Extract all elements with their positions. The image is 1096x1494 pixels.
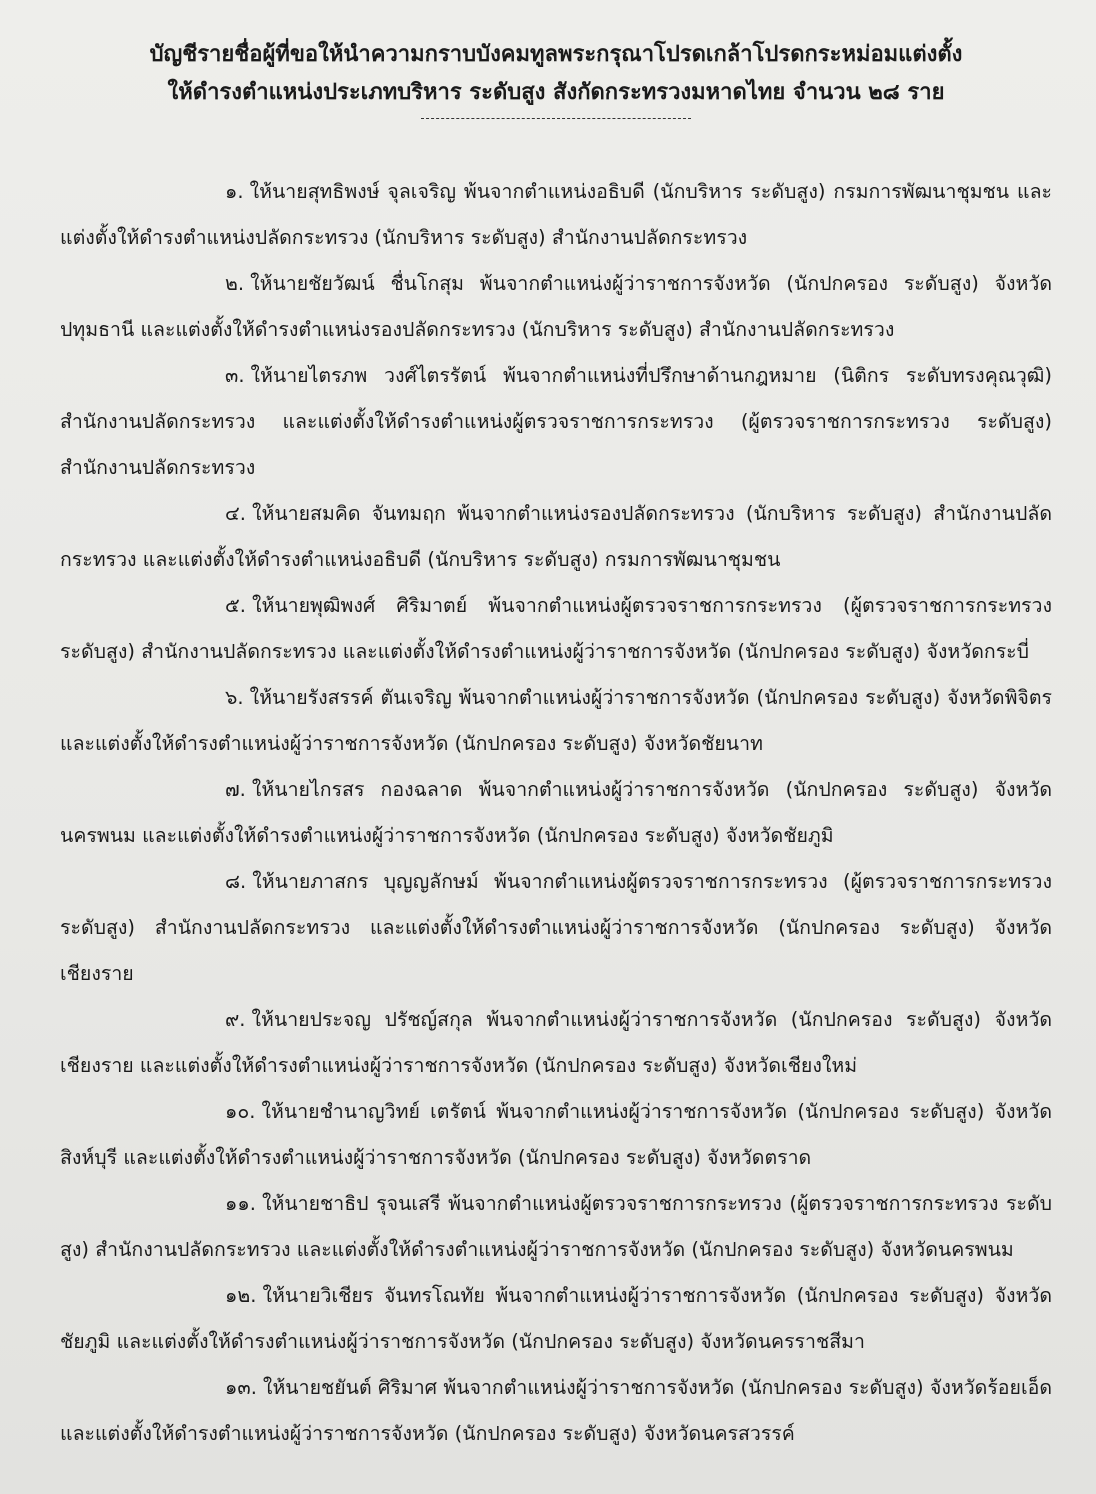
appointment-item <box>60 261 1052 353</box>
title-divider <box>421 118 691 119</box>
appointment-item <box>60 767 1052 859</box>
item-number: ๗. <box>225 778 246 801</box>
item-number: ๑๓. <box>225 1376 257 1399</box>
item-number: ๒. <box>225 272 245 295</box>
item-text: ให้นายวิเชียร จันทรโณทัย พ้นจากตำแหน่งผู้ว่าราชการจังหวัด (นักปกครอง ระดับสูง) จังหวัดชัยภูมิ และแต่งตั้งให้ดำรงตำแหน่งผู้ว่าราชการจังหวัด (นักปกครอง ระดับสูง) จังหวัดนครราชสีมา <box>60 1284 1052 1353</box>
item-text: ให้นายชำนาญวิทย์ เตรัตน์ พ้นจากตำแหน่งผู้ว่าราชการจังหวัด (นักปกครอง ระดับสูง) จังหวัดสิงห์บุรี และแต่งตั้งให้ดำรงตำแหน่งผู้ว่าราชการจังหวัด (นักปกครอง ระดับสูง) จังหวัดตราด <box>60 1100 1052 1169</box>
item-number: ๔. <box>225 502 246 525</box>
item-number: ๑. <box>225 180 244 203</box>
item-text: ให้นายภาสกร บุญญลักษม์ พ้นจากตำแหน่งผู้ตรวจราชการกระทรวง (ผู้ตรวจราชการกระทรวง ระดับสูง) สำนักงานปลัดกระทรวง และแต่งตั้งให้ดำรงตำแหน่งผู้ว่าราชการจังหวัด (นักปกครอง ระดับสูง) จังหวัดเชียงราย <box>60 870 1052 985</box>
item-text: ให้นายประจญ ปรัชญ์สกุล พ้นจากตำแหน่งผู้ว่าราชการจังหวัด (นักปกครอง ระดับสูง) จังหวัดเชียงราย และแต่งตั้งให้ดำรงตำแหน่งผู้ว่าราชการจังหวัด (นักปกครอง ระดับสูง) จังหวัดเชียงใหม่ <box>60 1008 1052 1077</box>
title-line-1: บัญชีรายชื่อผู้ที่ขอให้นำความกราบบังคมทูลพระกรุณาโปรดเกล้าโปรดกระหม่อมแต่งตั้ง <box>149 42 963 67</box>
appointment-list <box>60 169 1052 1457</box>
appointment-item <box>60 859 1052 997</box>
item-text: ให้นายรังสรรค์ ตันเจริญ พ้นจากตำแหน่งผู้ว่าราชการจังหวัด (นักปกครอง ระดับสูง) จังหวัดพิจิตร และแต่งตั้งให้ดำรงตำแหน่งผู้ว่าราชการจังหวัด (นักปกครอง ระดับสูง) จังหวัดชัยนาท <box>60 686 1052 755</box>
item-number: ๘. <box>225 870 247 893</box>
title-line-2: ให้ดำรงตำแหน่งประเภทบริหาร ระดับสูง สังกัดกระทรวงมหาดไทย จำนวน ๒๘ ราย <box>167 80 945 105</box>
item-text: ให้นายสมคิด จันทมฤก พ้นจากตำแหน่งรองปลัดกระทรวง (นักบริหาร ระดับสูง) สำนักงานปลัดกระทรวง และแต่งตั้งให้ดำรงตำแหน่งอธิบดี (นักบริหาร ระดับสูง) กรมการพัฒนาชุมชน <box>60 502 1052 571</box>
item-text: ให้นายชัยวัฒน์ ชื่นโกสุม พ้นจากตำแหน่งผู้ว่าราชการจังหวัด (นักปกครอง ระดับสูง) จังหวัดปทุมธานี และแต่งตั้งให้ดำรงตำแหน่งรองปลัดกระทรวง (นักบริหาร ระดับสูง) สำนักงานปลัดกระทรวง <box>60 272 1052 341</box>
appointment-item <box>60 353 1052 491</box>
appointment-item <box>60 1273 1052 1365</box>
document-title <box>60 0 1052 112</box>
item-number: ๖. <box>225 686 244 709</box>
appointment-item <box>60 1365 1052 1457</box>
item-text: ให้นายชาธิป รุจนเสรี พ้นจากตำแหน่งผู้ตรวจราชการกระทรวง (ผู้ตรวจราชการกระทรวง ระดับสูง) สำนักงานปลัดกระทรวง และแต่งตั้งให้ดำรงตำแหน่งผู้ว่าราชการจังหวัด (นักปกครอง ระดับสูง) จังหวัดนครพนม <box>60 1192 1052 1261</box>
item-number: ๑๐. <box>225 1100 256 1123</box>
item-text: ให้นายไกรสร กองฉลาด พ้นจากตำแหน่งผู้ว่าราชการจังหวัด (นักปกครอง ระดับสูง) จังหวัดนครพนม และแต่งตั้งให้ดำรงตำแหน่งผู้ว่าราชการจังหวัด (นักปกครอง ระดับสูง) จังหวัดชัยภูมิ <box>60 778 1052 847</box>
item-number: ๓. <box>225 364 245 387</box>
item-number: ๙. <box>225 1008 246 1031</box>
item-text: ให้นายสุทธิพงษ์ จุลเจริญ พ้นจากตำแหน่งอธิบดี (นักบริหาร ระดับสูง) กรมการพัฒนาชุมชน และแต่งตั้งให้ดำรงตำแหน่งปลัดกระทรวง (นักบริหาร ระดับสูง) สำนักงานปลัดกระทรวง <box>60 180 1052 249</box>
item-text: ให้นายชยันต์ ศิริมาศ พ้นจากตำแหน่งผู้ว่าราชการจังหวัด (นักปกครอง ระดับสูง) จังหวัดร้อยเอ็ด และแต่งตั้งให้ดำรงตำแหน่งผู้ว่าราชการจังหวัด (นักปกครอง ระดับสูง) จังหวัดนครสวรรค์ <box>60 1376 1052 1445</box>
appointment-item <box>60 491 1052 583</box>
appointment-item <box>60 1089 1052 1181</box>
item-number: ๑๑. <box>225 1192 256 1215</box>
item-text: ให้นายไตรภพ วงศ์ไตรรัตน์ พ้นจากตำแหน่งที่ปรึกษาด้านกฎหมาย (นิติกร ระดับทรงคุณวุฒิ) สำนักงานปลัดกระทรวง และแต่งตั้งให้ดำรงตำแหน่งผู้ตรวจราชการกระทรวง (ผู้ตรวจราชการกระทรวง ระดับสูง) สำนักงานปลัดกระทรวง <box>60 364 1052 479</box>
item-number: ๕. <box>225 594 246 617</box>
item-number: ๑๒. <box>225 1284 257 1307</box>
appointment-item <box>60 997 1052 1089</box>
appointment-item <box>60 675 1052 767</box>
appointment-item <box>60 1181 1052 1273</box>
appointment-item <box>60 169 1052 261</box>
item-text: ให้นายพุฒิพงศ์ ศิริมาตย์ พ้นจากตำแหน่งผู้ตรวจราชการกระทรวง (ผู้ตรวจราชการกระทรวง ระดับสูง) สำนักงานปลัดกระทรวง และแต่งตั้งให้ดำรงตำแหน่งผู้ว่าราชการจังหวัด (นักปกครอง ระดับสูง) จังหวัดกระบี่ <box>60 594 1052 663</box>
appointment-item <box>60 583 1052 675</box>
